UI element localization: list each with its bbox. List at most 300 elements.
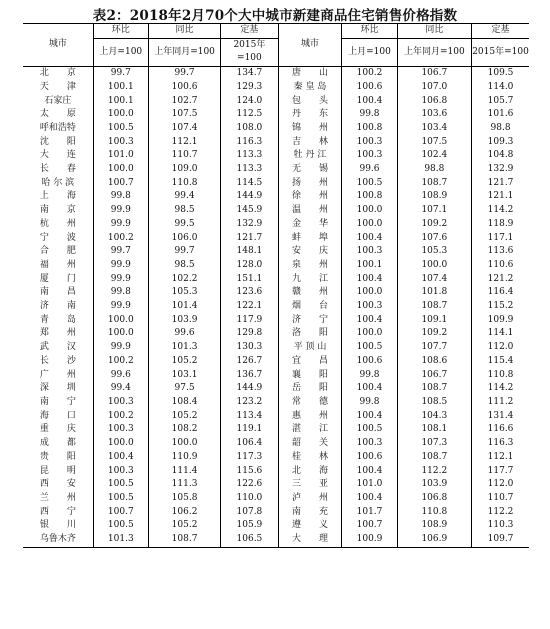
cell-yoy-right: 108.7: [397, 300, 471, 314]
cell-mom-left: 100.0: [93, 327, 148, 341]
cell-city-left: 乌鲁木齐: [23, 533, 93, 547]
table-row: [23, 286, 529, 300]
cell-base-right: 132.9: [472, 163, 529, 177]
cell-city-right: 锦 州: [278, 122, 342, 136]
cell-mom-right: 100.3: [342, 300, 397, 314]
cell-base-right: 117.7: [472, 465, 529, 479]
cell-yoy-left: 100.6: [148, 81, 220, 95]
header-huanbi-left: 环比: [93, 24, 148, 39]
header-city-left: 城市: [23, 24, 93, 67]
cell-mom-left: 100.1: [93, 95, 148, 109]
table-row: [23, 341, 529, 355]
cell-base-left: 128.0: [221, 259, 278, 273]
cell-city-left: 大 连: [39, 150, 76, 161]
cell-base-right: 110.7: [472, 492, 529, 506]
cell-mom-left: 100.0: [93, 314, 148, 328]
cell-yoy-right: 109.2: [397, 327, 471, 341]
cell-city-left: 太 原: [39, 109, 76, 120]
cell-mom-left: 100.0: [93, 163, 148, 177]
cell-base-left: 113.4: [221, 410, 278, 424]
cell-mom-right: 100.8: [342, 122, 397, 136]
cell-mom-right: 101.0: [342, 478, 397, 492]
cell-base-right: 114.0: [472, 81, 529, 95]
cell-base-left: 130.3: [221, 341, 278, 355]
cell-yoy-left: 112.1: [148, 136, 220, 150]
table-row: [23, 506, 529, 520]
cell-city-right: 唐 山: [278, 67, 342, 81]
cell-city-left: 南 昌: [39, 287, 76, 298]
cell-city-right: 遵 义: [278, 519, 342, 533]
cell-city-right: 韶 关: [278, 437, 342, 451]
cell-base-left: 117.9: [221, 314, 278, 328]
cell-yoy-right: 106.8: [397, 95, 471, 109]
cell-mom-right: 100.0: [342, 286, 397, 300]
cell-mom-right: 99.8: [342, 396, 397, 410]
cell-yoy-right: 104.3: [397, 410, 471, 424]
cell-base-left: 113.3: [221, 163, 278, 177]
cell-yoy-left: 108.4: [148, 396, 220, 410]
cell-base-left: 121.7: [221, 232, 278, 246]
cell-yoy-right: 98.8: [397, 163, 471, 177]
cell-yoy-left: 109.0: [148, 163, 220, 177]
cell-yoy-right: 103.9: [397, 478, 471, 492]
header-huanbi-sub-right: 上月=100: [342, 38, 397, 66]
header-tongbi-right: 同比: [397, 24, 471, 39]
cell-city-left: 南 宁: [39, 396, 76, 407]
cell-city-right: 丹 东: [278, 108, 342, 122]
cell-city-left: 昆 明: [39, 465, 76, 476]
cell-yoy-left: 110.7: [148, 149, 220, 163]
cell-yoy-right: 108.9: [397, 519, 471, 533]
table-row: [23, 314, 529, 328]
cell-mom-left: 100.2: [93, 355, 148, 369]
cell-yoy-left: 102.2: [148, 273, 220, 287]
cell-base-left: 126.7: [221, 355, 278, 369]
cell-city-right: 秦 皇 岛: [278, 81, 342, 95]
cell-city-right: 洛 阳: [278, 327, 342, 341]
cell-city-left: 武 汉: [39, 342, 76, 353]
cell-city-right: 九 江: [278, 273, 342, 287]
table-row: [23, 396, 529, 410]
cell-city-left: 厦 门: [39, 273, 76, 284]
cell-city-left: 济 南: [39, 301, 76, 312]
cell-base-left: 134.7: [221, 67, 278, 81]
cell-mom-right: 99.8: [342, 108, 397, 122]
cell-base-right: 118.9: [472, 218, 529, 232]
cell-city-left: 杭 州: [39, 218, 76, 229]
cell-yoy-left: 103.9: [148, 314, 220, 328]
header-row-2: [23, 38, 529, 66]
table-row: [23, 95, 529, 109]
cell-yoy-right: 101.8: [397, 286, 471, 300]
header-city-right: 城市: [278, 24, 342, 67]
cell-base-right: 121.1: [472, 190, 529, 204]
cell-mom-left: 100.2: [93, 232, 148, 246]
cell-base-right: 116.4: [472, 286, 529, 300]
cell-yoy-left: 99.5: [148, 218, 220, 232]
table-row: [23, 190, 529, 204]
table-row: [23, 492, 529, 506]
table-row: [23, 122, 529, 136]
price-index-table: [23, 23, 529, 548]
cell-yoy-right: 108.7: [397, 177, 471, 191]
cell-mom-left: 100.3: [93, 423, 148, 437]
cell-base-left: 112.5: [221, 108, 278, 122]
table-row: [23, 108, 529, 122]
cell-yoy-left: 108.2: [148, 423, 220, 437]
cell-mom-right: 100.3: [342, 437, 397, 451]
cell-yoy-left: 107.5: [148, 108, 220, 122]
cell-city-left: 兰 州: [39, 492, 76, 503]
cell-mom-right: 100.5: [342, 341, 397, 355]
cell-base-right: 115.4: [472, 355, 529, 369]
cell-mom-left: 99.9: [93, 273, 148, 287]
cell-base-left: 105.9: [221, 519, 278, 533]
cell-yoy-right: 108.7: [397, 382, 471, 396]
cell-mom-left: 100.4: [93, 451, 148, 465]
table-row: [23, 327, 529, 341]
cell-yoy-left: 99.7: [148, 245, 220, 259]
table-row: [23, 382, 529, 396]
cell-city-left: 石家庄: [44, 95, 72, 106]
table-title: 表2：2018年2月70个大中城市新建商品住宅销售价格指数: [92, 8, 458, 24]
cell-base-left: 148.1: [221, 245, 278, 259]
table-row: [23, 149, 529, 163]
cell-base-left: 114.5: [221, 177, 278, 191]
cell-yoy-right: 103.6: [397, 108, 471, 122]
table-row: [23, 465, 529, 479]
cell-city-right: 常 德: [278, 396, 342, 410]
cell-city-left: 南 京: [39, 205, 76, 216]
cell-city-left: 郑 州: [39, 328, 76, 339]
cell-city-left: 宁 波: [39, 232, 76, 243]
cell-base-right: 109.7: [472, 533, 529, 547]
cell-mom-left: 101.0: [93, 149, 148, 163]
cell-base-left: 106.5: [221, 533, 278, 547]
cell-yoy-left: 105.8: [148, 492, 220, 506]
cell-city-right: 徐 州: [278, 190, 342, 204]
cell-mom-right: 100.5: [342, 423, 397, 437]
cell-yoy-right: 107.5: [397, 136, 471, 150]
cell-city-right: 桂 林: [278, 451, 342, 465]
table-row: [23, 259, 529, 273]
cell-mom-right: 100.1: [342, 259, 397, 273]
cell-yoy-left: 97.5: [148, 382, 220, 396]
table-row: [23, 273, 529, 287]
table-row: [23, 163, 529, 177]
cell-city-left: 西 安: [39, 479, 76, 490]
cell-base-right: 110.3: [472, 519, 529, 533]
cell-base-right: 98.8: [472, 122, 529, 136]
cell-base-right: 116.3: [472, 437, 529, 451]
cell-mom-left: 100.7: [93, 177, 148, 191]
cell-base-right: 111.2: [472, 396, 529, 410]
cell-city-right: 泸 州: [278, 492, 342, 506]
header-dingji-right: 定基: [472, 24, 529, 39]
cell-mom-left: 100.3: [93, 465, 148, 479]
cell-yoy-right: 108.9: [397, 190, 471, 204]
cell-mom-right: 100.5: [342, 177, 397, 191]
cell-city-left: 青 岛: [39, 314, 76, 325]
cell-yoy-right: 107.6: [397, 232, 471, 246]
cell-base-right: 104.8: [472, 149, 529, 163]
cell-yoy-right: 100.0: [397, 259, 471, 273]
cell-city-right: 襄 阳: [278, 369, 342, 383]
cell-mom-left: 99.9: [93, 341, 148, 355]
cell-base-right: 112.0: [472, 341, 529, 355]
table-row: [23, 67, 529, 81]
cell-yoy-right: 110.8: [397, 506, 471, 520]
cell-yoy-right: 106.7: [397, 67, 471, 81]
cell-yoy-right: 106.7: [397, 369, 471, 383]
cell-yoy-left: 105.3: [148, 286, 220, 300]
cell-yoy-right: 106.9: [397, 533, 471, 547]
cell-city-left: 上 海: [39, 191, 76, 202]
header-dingji-left: 定基: [221, 24, 278, 39]
cell-mom-right: 100.4: [342, 382, 397, 396]
cell-city-left: 西 宁: [39, 506, 76, 517]
cell-city-right: 平 顶 山: [278, 341, 342, 355]
cell-mom-right: 100.4: [342, 410, 397, 424]
cell-base-left: 116.3: [221, 136, 278, 150]
cell-city-right: 金 华: [278, 218, 342, 232]
header-huanbi-right: 环比: [342, 24, 397, 39]
cell-mom-right: 99.8: [342, 369, 397, 383]
cell-base-left: 124.0: [221, 95, 278, 109]
cell-base-right: 109.5: [472, 67, 529, 81]
cell-mom-left: 100.0: [93, 437, 148, 451]
cell-city-left: 呼和浩特: [39, 122, 76, 133]
cell-city-right: 包 头: [278, 95, 342, 109]
cell-mom-left: 99.4: [93, 382, 148, 396]
cell-mom-right: 100.7: [342, 519, 397, 533]
cell-city-left: 福 州: [39, 259, 76, 270]
cell-base-left: 132.9: [221, 218, 278, 232]
cell-yoy-left: 106.0: [148, 232, 220, 246]
cell-city-right: 牡 丹 江: [278, 149, 342, 163]
cell-yoy-right: 109.1: [397, 314, 471, 328]
header-huanbi-sub-left: 上月=100: [93, 38, 148, 66]
cell-mom-right: 100.6: [342, 355, 397, 369]
cell-yoy-right: 108.6: [397, 355, 471, 369]
cell-mom-left: 99.9: [93, 204, 148, 218]
cell-yoy-right: 102.4: [397, 149, 471, 163]
cell-mom-left: 99.9: [93, 218, 148, 232]
cell-yoy-left: 101.4: [148, 300, 220, 314]
cell-mom-right: 100.2: [342, 67, 397, 81]
cell-mom-left: 100.3: [93, 136, 148, 150]
cell-yoy-right: 107.4: [397, 273, 471, 287]
cell-mom-left: 99.7: [93, 245, 148, 259]
cell-city-left: 广 州: [39, 369, 76, 380]
cell-yoy-right: 109.2: [397, 218, 471, 232]
cell-yoy-left: 99.6: [148, 327, 220, 341]
cell-mom-right: 100.8: [342, 190, 397, 204]
cell-city-right: 济 宁: [278, 314, 342, 328]
cell-base-left: 144.9: [221, 382, 278, 396]
cell-base-right: 105.7: [472, 95, 529, 109]
header-row-1: [23, 24, 529, 39]
cell-mom-right: 100.9: [342, 533, 397, 547]
cell-base-right: 114.2: [472, 382, 529, 396]
cell-mom-left: 101.3: [93, 533, 148, 547]
header-tongbi-sub-left: 上年同月=100: [148, 38, 220, 66]
cell-city-right: 大 理: [278, 533, 342, 547]
header-dingji-sub-left: 2015年=100: [221, 38, 278, 66]
cell-mom-right: 100.4: [342, 492, 397, 506]
cell-base-right: 101.6: [472, 108, 529, 122]
cell-mom-left: 99.9: [93, 300, 148, 314]
cell-base-right: 114.1: [472, 327, 529, 341]
cell-mom-left: 100.5: [93, 122, 148, 136]
cell-base-left: 123.6: [221, 286, 278, 300]
cell-city-right: 烟 台: [278, 300, 342, 314]
table-row: [23, 451, 529, 465]
cell-city-left: 沈 阳: [39, 136, 76, 147]
cell-yoy-left: 111.4: [148, 465, 220, 479]
cell-base-left: 113.3: [221, 149, 278, 163]
cell-yoy-left: 110.8: [148, 177, 220, 191]
cell-base-right: 112.2: [472, 506, 529, 520]
cell-city-right: 惠 州: [278, 410, 342, 424]
cell-base-left: 110.0: [221, 492, 278, 506]
cell-yoy-right: 107.1: [397, 204, 471, 218]
cell-city-right: 扬 州: [278, 177, 342, 191]
cell-city-left: 银 川: [39, 520, 76, 531]
cell-base-left: 122.6: [221, 478, 278, 492]
cell-yoy-left: 108.7: [148, 533, 220, 547]
cell-mom-right: 100.6: [342, 81, 397, 95]
cell-city-right: 温 州: [278, 204, 342, 218]
cell-yoy-left: 111.3: [148, 478, 220, 492]
cell-mom-right: 100.4: [342, 465, 397, 479]
cell-mom-left: 100.5: [93, 492, 148, 506]
cell-mom-right: 100.3: [342, 136, 397, 150]
cell-city-left: 合 肥: [39, 246, 76, 257]
cell-city-right: 泉 州: [278, 259, 342, 273]
table-row: [23, 369, 529, 383]
cell-yoy-right: 105.3: [397, 245, 471, 259]
cell-yoy-left: 110.9: [148, 451, 220, 465]
cell-yoy-left: 105.2: [148, 519, 220, 533]
table-row: [23, 410, 529, 424]
cell-city-right: 安 庆: [278, 245, 342, 259]
cell-base-right: 131.4: [472, 410, 529, 424]
cell-city-right: 赣 州: [278, 286, 342, 300]
cell-mom-left: 99.8: [93, 286, 148, 300]
cell-mom-left: 100.3: [93, 396, 148, 410]
cell-mom-right: 99.6: [342, 163, 397, 177]
cell-city-right: 无 锡: [278, 163, 342, 177]
cell-base-left: 145.9: [221, 204, 278, 218]
cell-yoy-right: 107.0: [397, 81, 471, 95]
cell-yoy-left: 102.7: [148, 95, 220, 109]
cell-mom-right: 100.6: [342, 451, 397, 465]
cell-base-right: 112.1: [472, 451, 529, 465]
cell-yoy-left: 106.2: [148, 506, 220, 520]
cell-mom-right: 100.4: [342, 314, 397, 328]
cell-base-left: 115.6: [221, 465, 278, 479]
table-row: [23, 204, 529, 218]
header-dingji-sub-right: 2015年=100: [472, 38, 529, 66]
cell-mom-right: 100.0: [342, 204, 397, 218]
cell-yoy-left: 100.0: [148, 437, 220, 451]
cell-mom-left: 100.2: [93, 410, 148, 424]
cell-yoy-left: 101.3: [148, 341, 220, 355]
cell-city-right: 吉 林: [278, 136, 342, 150]
cell-base-left: 129.3: [221, 81, 278, 95]
cell-base-right: 109.9: [472, 314, 529, 328]
cell-yoy-left: 103.1: [148, 369, 220, 383]
cell-yoy-right: 108.7: [397, 451, 471, 465]
cell-base-left: 119.1: [221, 423, 278, 437]
cell-base-left: 108.0: [221, 122, 278, 136]
cell-city-left: 贵 阳: [39, 451, 76, 462]
cell-yoy-right: 107.7: [397, 341, 471, 355]
cell-mom-left: 100.5: [93, 519, 148, 533]
cell-mom-right: 101.7: [342, 506, 397, 520]
cell-base-right: 112.0: [472, 478, 529, 492]
cell-city-left: 成 都: [39, 438, 76, 449]
cell-city-left: 长 沙: [39, 355, 76, 366]
cell-city-right: 北 海: [278, 465, 342, 479]
cell-mom-right: 100.3: [342, 149, 397, 163]
cell-yoy-right: 112.2: [397, 465, 471, 479]
cell-mom-left: 99.8: [93, 190, 148, 204]
cell-base-left: 136.7: [221, 369, 278, 383]
cell-mom-left: 99.6: [93, 369, 148, 383]
cell-mom-right: 100.0: [342, 218, 397, 232]
cell-base-right: 121.2: [472, 273, 529, 287]
table-row: [23, 437, 529, 451]
cell-city-right: 岳 阳: [278, 382, 342, 396]
cell-mom-left: 100.1: [93, 81, 148, 95]
cell-city-right: 宜 昌: [278, 355, 342, 369]
cell-base-left: 122.1: [221, 300, 278, 314]
cell-city-left: 长 春: [39, 164, 76, 175]
table-row: [23, 177, 529, 191]
cell-yoy-left: 99.4: [148, 190, 220, 204]
cell-base-right: 121.7: [472, 177, 529, 191]
cell-yoy-left: 107.4: [148, 122, 220, 136]
cell-yoy-left: 105.2: [148, 355, 220, 369]
cell-city-left: 深 圳: [39, 383, 76, 394]
cell-mom-right: 100.4: [342, 273, 397, 287]
cell-city-right: 蚌 埠: [278, 232, 342, 246]
table-row: [23, 300, 529, 314]
cell-city-right: 南 充: [278, 506, 342, 520]
cell-yoy-left: 98.5: [148, 204, 220, 218]
table-row: [23, 81, 529, 95]
table-row: [23, 136, 529, 150]
cell-base-left: 117.3: [221, 451, 278, 465]
cell-city-right: 三 亚: [278, 478, 342, 492]
cell-yoy-right: 106.8: [397, 492, 471, 506]
cell-base-left: 129.8: [221, 327, 278, 341]
cell-base-right: 117.1: [472, 232, 529, 246]
cell-base-right: 116.6: [472, 423, 529, 437]
cell-base-left: 144.9: [221, 190, 278, 204]
cell-base-right: 110.6: [472, 259, 529, 273]
cell-yoy-right: 103.4: [397, 122, 471, 136]
cell-city-left: 重 庆: [39, 424, 76, 435]
cell-mom-right: 100.4: [342, 232, 397, 246]
cell-mom-left: 99.7: [93, 67, 148, 81]
cell-mom-right: 100.0: [342, 327, 397, 341]
cell-city-left: 天 津: [39, 81, 76, 92]
table-row: [23, 519, 529, 533]
cell-yoy-left: 99.7: [148, 67, 220, 81]
